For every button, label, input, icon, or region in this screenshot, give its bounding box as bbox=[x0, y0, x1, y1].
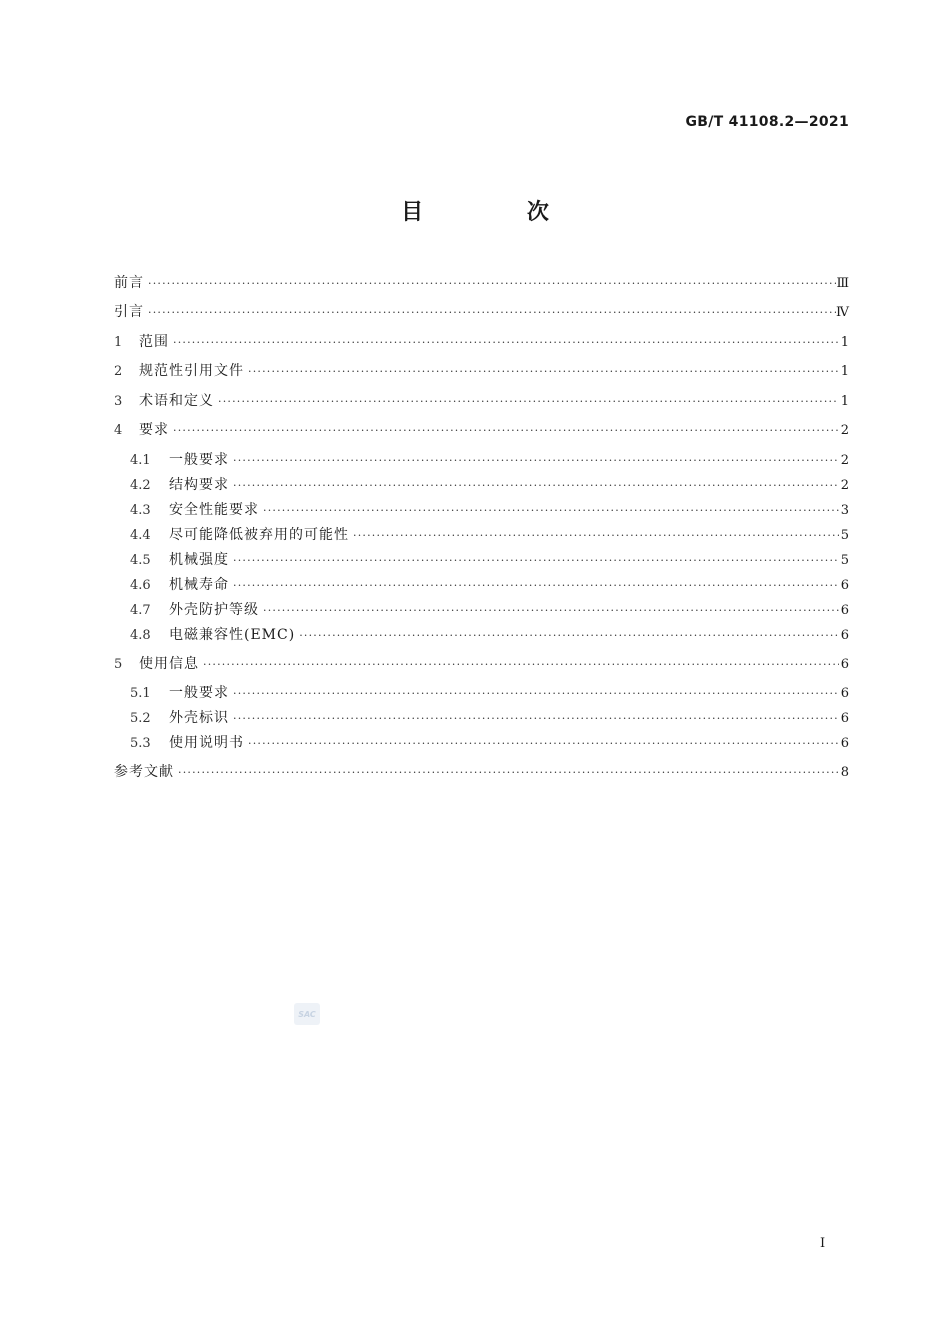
toc-label: 规范性引用文件 bbox=[139, 363, 244, 379]
toc-leader-dots bbox=[233, 450, 839, 472]
toc-section-number: 3 bbox=[114, 394, 123, 409]
toc-page-number: 6 bbox=[840, 657, 849, 672]
toc-label: 外壳标识 bbox=[169, 710, 229, 726]
toc-label: 使用信息 bbox=[139, 656, 199, 672]
toc-page-number: 1 bbox=[840, 364, 849, 379]
toc-section-number: 4.7 bbox=[130, 603, 151, 618]
toc-entry-2[interactable] bbox=[114, 360, 849, 382]
toc-entry-3[interactable] bbox=[114, 390, 849, 412]
toc-leader-dots bbox=[233, 683, 839, 705]
toc-page-number: 6 bbox=[840, 736, 849, 751]
toc-leader-dots bbox=[203, 654, 839, 676]
toc-label: 使用说明书 bbox=[169, 735, 244, 751]
standard-code: GB/T 41108.2—2021 bbox=[685, 114, 849, 130]
toc-leader-dots bbox=[263, 500, 839, 522]
toc-leader-dots bbox=[148, 273, 836, 295]
toc-leader-dots bbox=[233, 708, 839, 730]
toc-section-number: 5.3 bbox=[130, 736, 151, 751]
toc-section-number: 4.5 bbox=[130, 553, 151, 568]
toc-label: 尽可能降低被弃用的可能性 bbox=[169, 527, 349, 543]
toc-page-number: 6 bbox=[840, 578, 849, 593]
toc-leader-dots bbox=[248, 361, 839, 383]
toc-entry-preface[interactable] bbox=[114, 272, 849, 294]
toc-page-number: 2 bbox=[840, 478, 849, 493]
toc-entry-5-1[interactable] bbox=[130, 682, 849, 704]
sac-watermark-logo: SAC bbox=[294, 1003, 320, 1025]
toc-label: 要求 bbox=[139, 422, 169, 438]
toc-entry-4-6[interactable] bbox=[130, 574, 849, 596]
toc-page-number: 3 bbox=[840, 503, 849, 518]
toc-entry-4-2[interactable] bbox=[130, 474, 849, 496]
page-number: I bbox=[820, 1236, 826, 1251]
toc-label: 安全性能要求 bbox=[169, 502, 259, 518]
toc-page-number: 2 bbox=[840, 423, 849, 438]
toc-section-number: 4.4 bbox=[130, 528, 151, 543]
toc-section-number: 4.8 bbox=[130, 628, 151, 643]
toc-leader-dots bbox=[233, 475, 839, 497]
toc-entry-4-4[interactable] bbox=[130, 524, 849, 546]
toc-leader-dots bbox=[248, 733, 839, 755]
toc-label: 术语和定义 bbox=[139, 393, 214, 409]
toc-page-number: 1 bbox=[840, 335, 849, 350]
toc-entry-5-3[interactable] bbox=[130, 732, 849, 754]
toc-page-number: 6 bbox=[840, 711, 849, 726]
toc-leader-dots bbox=[173, 420, 839, 442]
toc-section-number: 5.1 bbox=[130, 686, 151, 701]
toc-label: 参考文献 bbox=[114, 764, 174, 780]
toc-section-number: 5.2 bbox=[130, 711, 151, 726]
toc-page-number: 6 bbox=[840, 603, 849, 618]
toc-label: 前言 bbox=[114, 275, 144, 291]
toc-leader-dots bbox=[299, 625, 839, 647]
page-title: 目 次 bbox=[401, 200, 597, 225]
toc-label: 电磁兼容性(EMC) bbox=[169, 627, 296, 643]
toc-entry-4-7[interactable] bbox=[130, 599, 849, 621]
toc-label: 一般要求 bbox=[169, 452, 229, 468]
toc-entry-bibliography[interactable] bbox=[114, 761, 849, 783]
toc-leader-dots bbox=[353, 525, 839, 547]
toc-entry-4[interactable] bbox=[114, 419, 849, 441]
toc-entry-4-5[interactable] bbox=[130, 549, 849, 571]
toc-label: 机械强度 bbox=[169, 552, 229, 568]
toc-leader-dots bbox=[233, 575, 839, 597]
toc-entry-4-8[interactable] bbox=[130, 624, 849, 646]
toc-leader-dots bbox=[178, 762, 839, 784]
toc-leader-dots bbox=[218, 391, 839, 413]
toc-section-number: 1 bbox=[114, 335, 123, 350]
toc-section-number: 4.6 bbox=[130, 578, 151, 593]
toc-leader-dots bbox=[173, 332, 839, 354]
toc-label: 一般要求 bbox=[169, 685, 229, 701]
toc-label: 外壳防护等级 bbox=[169, 602, 259, 618]
toc-section-number: 2 bbox=[114, 364, 123, 379]
toc-entry-introduction[interactable] bbox=[114, 301, 849, 323]
toc-page-number: 5 bbox=[840, 528, 849, 543]
toc-page-number: 2 bbox=[840, 453, 849, 468]
toc-page-number: 5 bbox=[840, 553, 849, 568]
toc-section-number: 5 bbox=[114, 657, 123, 672]
toc-label: 引言 bbox=[114, 304, 144, 320]
toc-page-number: 6 bbox=[840, 628, 849, 643]
toc-entry-5[interactable] bbox=[114, 653, 849, 675]
toc-entry-5-2[interactable] bbox=[130, 707, 849, 729]
toc-label: 机械寿命 bbox=[169, 577, 229, 593]
toc-page-number: 8 bbox=[840, 765, 849, 780]
toc-entry-4-1[interactable] bbox=[130, 449, 849, 471]
toc-section-number: 4.3 bbox=[130, 503, 151, 518]
toc-entry-4-3[interactable] bbox=[130, 499, 849, 521]
toc-leader-dots bbox=[233, 550, 839, 572]
toc-page-number: 6 bbox=[840, 686, 849, 701]
toc-section-number: 4.2 bbox=[130, 478, 151, 493]
toc-page-number: Ⅲ bbox=[836, 276, 849, 291]
toc-label: 范围 bbox=[139, 334, 169, 350]
toc-leader-dots bbox=[263, 600, 839, 622]
toc-section-number: 4 bbox=[114, 423, 123, 438]
toc-entry-1[interactable] bbox=[114, 331, 849, 353]
toc-page-number: Ⅳ bbox=[836, 305, 849, 320]
toc-leader-dots bbox=[148, 302, 836, 324]
toc-section-number: 4.1 bbox=[130, 453, 151, 468]
toc-page-number: 1 bbox=[840, 394, 849, 409]
toc-label: 结构要求 bbox=[169, 477, 229, 493]
